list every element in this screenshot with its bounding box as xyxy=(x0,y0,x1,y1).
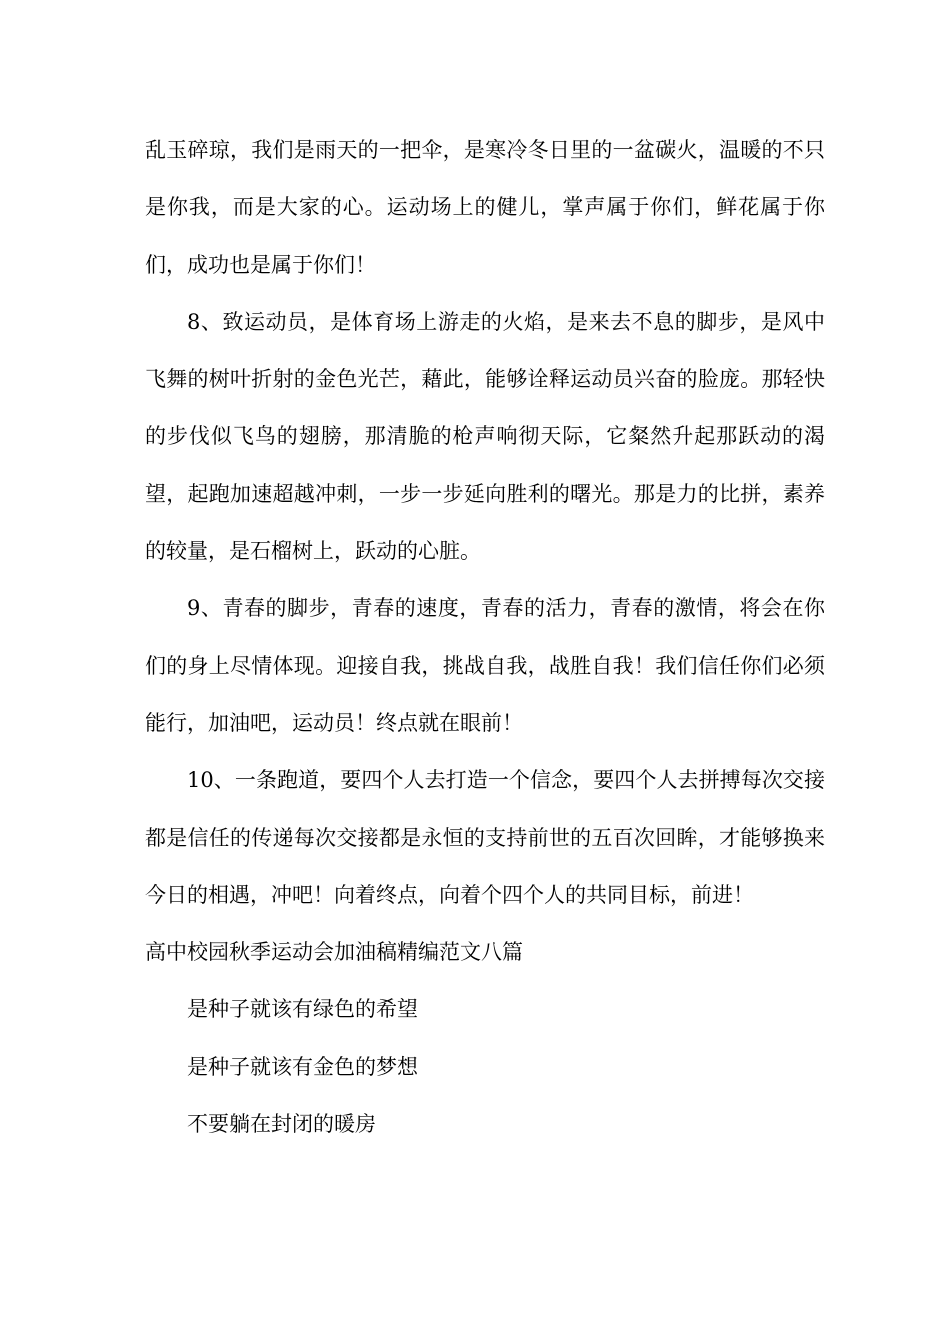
paragraph-10: 10、一条跑道，要四个人去打造一个信念，要四个人去拼搏每次交接都是信任的传递每次交接都是永恒的支持前世的五百次回眸，才能够换来今日的相遇，冲吧！向着终点，向着个四个人的共同目标，前进！ xyxy=(145,768,825,907)
document-body xyxy=(145,122,825,1153)
paragraph-continued: 乱玉碎琼，我们是雨天的一把伞，是寒冷冬日里的一盆碳火，温暖的不只是你我，而是大家的心。运动场上的健儿，掌声属于你们，鲜花属于你们，成功也是属于你们！ xyxy=(145,138,825,277)
poem-line: 不要躺在封闭的暖房 xyxy=(187,1112,376,1137)
poem-line: 是种子就该有绿色的希望 xyxy=(187,997,418,1022)
section-heading: 高中校园秋季运动会加油稿精编范文八篇 xyxy=(145,940,523,965)
paragraph-9: 9、青春的脚步，青春的速度，青春的活力，青春的激情，将会在你们的身上尽情体现。迎接自我，挑战自我，战胜自我！我们信任你们必须能行，加油吧，运动员！终点就在眼前！ xyxy=(145,596,825,735)
paragraph-8: 8、致运动员，是体育场上游走的火焰，是来去不息的脚步，是风中飞舞的树叶折射的金色光芒，藉此，能够诠释运动员兴奋的脸庞。那轻快的步伐似飞鸟的翅膀，那清脆的枪声响彻天际，它粲然升起那跃动的渴望，起跑加速超越冲刺，一步一步延向胜利的曙光。那是力的比拼，素养的较量，是石榴树上，跃动的心脏。 xyxy=(145,309,825,564)
poem-line: 是种子就该有金色的梦想 xyxy=(187,1054,418,1079)
